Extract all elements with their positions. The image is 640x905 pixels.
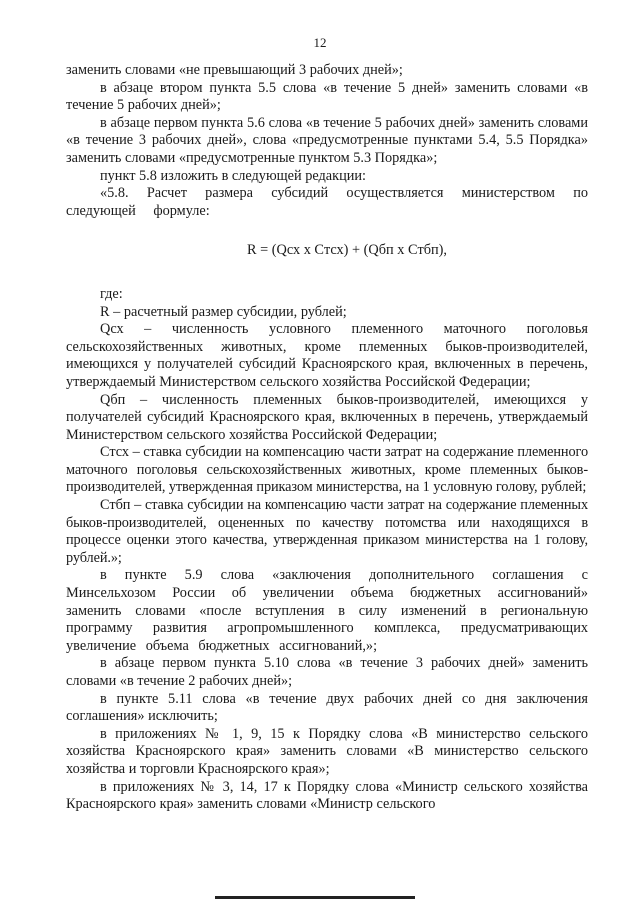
amendment-item: в пункте 5.9 слова «заключения дополнительного соглашения с Минсельхозом России об увеличении объема бюджетных ассигнований» заменить словами «после вступления в силу изменений в региональную программу развития агропромышленного комплекса, предусматривающих увеличение объема бюджетных ассигнований,»; [66,567,588,654]
amendment-item: в пункте 5.11 слова «в течение двух рабочих дней со дня заключения соглашения» исключить; [66,690,588,725]
paragraph: пункт 5.8 изложить в следующей редакции: [100,167,367,184]
definition-item: Cтбп – ставка субсидии на компенсацию части затрат на содержание племенных быков-производителей, оцененных по качеству потомства или находящихся в процессе оценки этого качества, утвержденная приказом министерства на 1 голову, рублей.»; [66,497,588,566]
definition-item: Cтсх – ставка субсидии на компенсацию части затрат на содержание племенного маточного поголовья сельскохозяйственных животных, кроме племенных быков-производителей, утвержденная приказом министерства, на 1 условную голову, рублей; [66,444,588,496]
scan-edge-line [215,896,415,899]
definition-intro: где: [100,285,123,302]
amendment-item: в приложениях № 3, 14, 17 к Порядку слова «Министр сельского хозяйства Красноярского края» заменить словами «Министр сельского [66,778,588,813]
paragraph: в абзаце втором пункта 5.5 слова «в течение 5 дней» заменить словами «в течение 5 рабочих дней»; [66,79,588,114]
amendment-item: в абзаце первом пункта 5.10 слова «в течение 3 рабочих дней» заменить словами «в течение 2 рабочих дней»; [66,655,588,689]
paragraph: заменить словами «не превышающий 3 рабочих дней»; [66,62,403,78]
definition-item: Qсх – численность условного племенного маточного поголовья сельскохозяйственных животных, кроме племенных быков-производителей, имеющихся у получателей субсидий Красноярского края, включенных в перечень, утверждаемый Министерством сельского хозяйства Российской Федерации; [66,321,588,390]
paragraph: в абзаце первом пункта 5.6 слова «в течение 5 рабочих дней» заменить словами «в течение 3 рабочих дней», слова «предусмотренные пунктами 5.4, 5.5 Порядка» заменить словами «предусмотренные пунктом 5.3 Порядка»; [66,114,588,166]
paragraph: «5.8. Расчет размера субсидий осуществляется министерством по следующей формуле: [66,185,588,219]
definition-item: Qбп – численность племенных быков-производителей, имеющихся у получателей субсидий Красноярского края, включенных в перечень, утверждаемый Министерством сельского хозяйства Российской Федерации; [66,391,588,443]
definition-item: R – расчетный размер субсидии, рублей; [100,303,347,320]
document-body [66,62,588,814]
amendment-item: в приложениях № 1, 9, 15 к Порядку слова «В министерство сельского хозяйства Красноярского края» заменить словами «В министерство сельского хозяйства и торговли Красноярского края»; [66,725,588,777]
page-number: 12 [313,35,327,50]
formula: R = (Qсх х Cтсх) + (Qбп х Cтбп), [246,242,448,259]
